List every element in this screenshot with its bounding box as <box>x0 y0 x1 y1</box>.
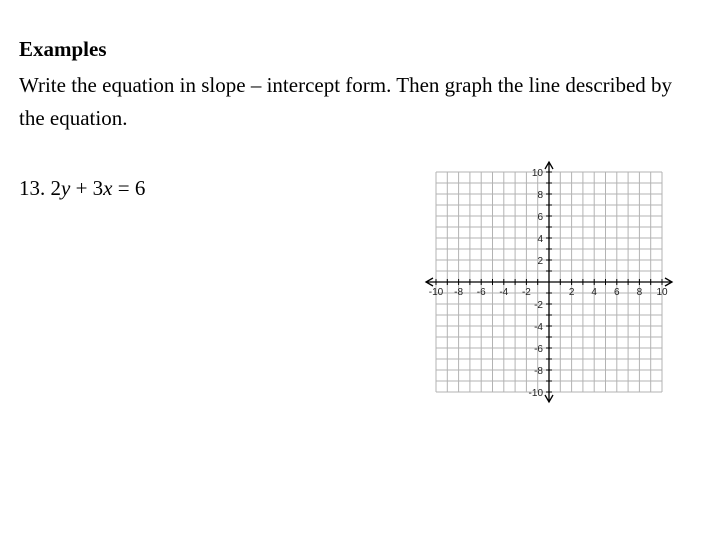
instructions-text: Write the equation in slope – intercept form. Then graph the line described by the equation. <box>19 73 673 130</box>
y-tick-label: -6 <box>534 344 543 355</box>
variable-y: y <box>61 176 71 200</box>
x-tick-label: 6 <box>614 287 620 298</box>
problem-number: 13. <box>19 176 46 200</box>
x-tick-label: -8 <box>454 287 464 298</box>
equals-sign: = <box>117 176 130 200</box>
y-tick-label: 4 <box>537 234 543 245</box>
x-tick-label: -4 <box>499 287 509 298</box>
plus-sign: + <box>75 176 88 200</box>
x-tick-label: 8 <box>636 287 643 298</box>
coefficient-y: 2 <box>50 176 61 200</box>
y-tick-label: 2 <box>537 256 543 267</box>
y-tick-label: -2 <box>534 300 543 311</box>
x-tick-label: -6 <box>476 287 486 298</box>
y-tick-label: 6 <box>537 212 543 223</box>
y-tick-label: -10 <box>528 388 543 399</box>
y-tick-label: -4 <box>534 322 543 333</box>
heading: Examples <box>19 37 107 61</box>
y-tick-label: 8 <box>537 190 543 201</box>
variable-x: x <box>103 176 113 200</box>
axes <box>426 162 672 402</box>
x-tick-label: 2 <box>568 287 575 298</box>
right-hand-side: 6 <box>134 176 146 200</box>
x-tick-label: 10 <box>656 287 668 298</box>
x-tick-label: -10 <box>428 287 444 298</box>
y-tick-label: 10 <box>531 168 543 179</box>
y-tick-label: -8 <box>534 366 543 377</box>
coefficient-x: 3 <box>92 176 104 200</box>
x-tick-label: -2 <box>521 287 531 298</box>
x-tick-label: 4 <box>591 287 597 298</box>
